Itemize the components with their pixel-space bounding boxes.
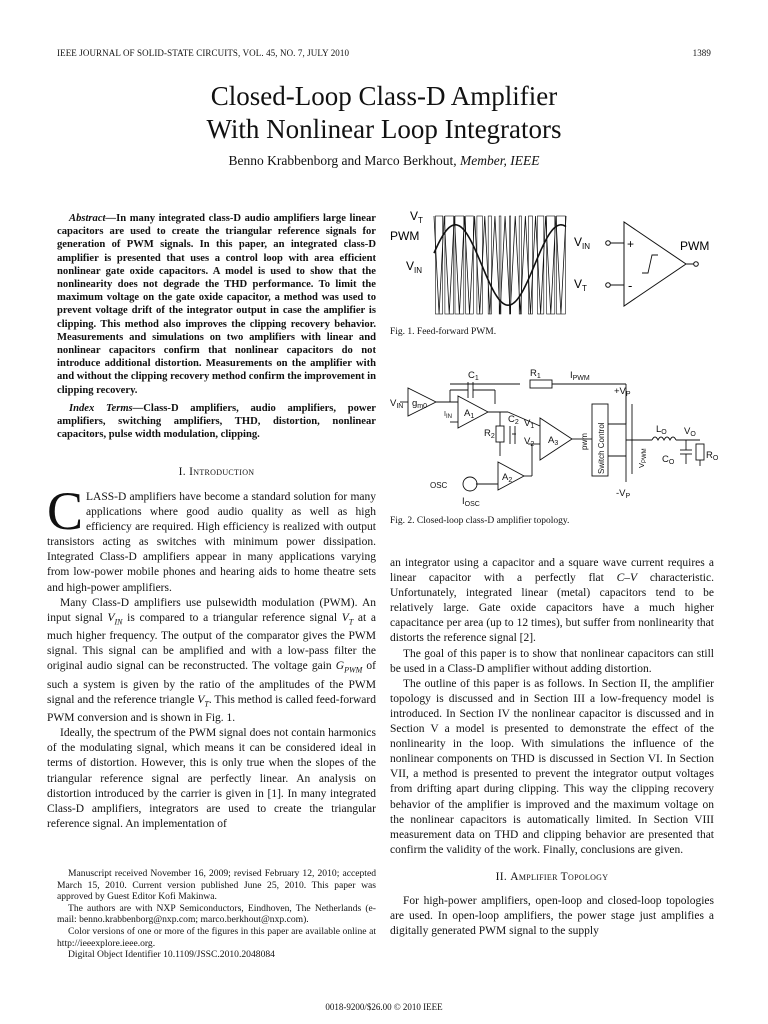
fig1-label-vin: $V_{IN}$ <box>406 259 423 275</box>
label-v2: $V_2$ <box>524 436 535 448</box>
figure-2-caption: Fig. 2. Closed-loop class-D amplifier topology. <box>390 516 570 526</box>
right-paragraph-1: an integrator using a capacitor and a square wave current requires a linear capacitor with a perfectly flat C–V characteristic. Unfortunately, integrated linear (metal) capacitors tend to be relatively large. Gate oxide capacitors have a much higher capacitance per area (up to 12 times), but suffer from nonlinearity that distorts the reference signal [2]. <box>390 557 714 645</box>
abstract-label: Abstract— <box>69 213 117 224</box>
label-co: $C_O$ <box>662 454 675 466</box>
author-names: Benno Krabbenborg and Marco Berkhout, <box>228 153 457 168</box>
label-r1: $R_1$ <box>530 368 541 380</box>
label-a3: $A_3$ <box>548 435 559 447</box>
paper-title <box>0 80 768 146</box>
index-terms <box>57 402 376 442</box>
figure-1-feed-forward-pwm <box>388 206 718 324</box>
comparator-symbol <box>624 222 686 306</box>
label-vin: $V_{IN}$ <box>390 398 404 410</box>
title-line-1: Closed-Loop Class-D Amplifier <box>210 81 558 111</box>
index-terms-text: Class-D amplifiers, audio amplifiers, power amplifiers, switching amplifiers, THD, distortion, nonlinear capacitors, pulse width modulation, clipping. <box>57 403 376 441</box>
introduction-body <box>47 481 376 832</box>
section-title: Introduction <box>189 466 255 478</box>
label-ipwm: $I_{PWM}$ <box>570 370 590 382</box>
section-heading-amplifier-topology: II. Amplifier Topology <box>495 870 609 883</box>
pwm-pulse <box>455 216 464 314</box>
page-number: 1389 <box>692 48 711 58</box>
hysteresis-icon <box>642 255 658 273</box>
label-iosc: $I_{OSC}$ <box>462 496 480 508</box>
label-iin: IIN <box>444 411 452 420</box>
label-ro: $R_O$ <box>706 450 719 462</box>
running-header: IEEE JOURNAL OF SOLID-STATE CIRCUITS, VOL. 45, NO. 7, JULY 2010 <box>57 48 350 58</box>
label-lo: $L_O$ <box>656 424 667 436</box>
comp-output-label: PWM <box>680 239 710 253</box>
label-v1: $V_1$ <box>524 418 535 430</box>
pwm-pulse <box>528 216 532 314</box>
footnote-color: Color versions of one or more of the figures in this paper are available online at http://ieeexplore.ieee.org. <box>57 925 376 949</box>
footnotes <box>57 868 376 961</box>
label-a2: $A_2$ <box>502 472 513 484</box>
comp-minus: - <box>628 278 633 293</box>
fig1-label-pwm: PWM <box>390 229 420 243</box>
footnote-doi: Digital Object Identifier 10.1109/JSSC.2010.2048084 <box>68 949 275 961</box>
right-paragraph-4: For high-power amplifiers, open-loop and closed-loop topologies are used. In open-loop amplifiers, the power stage just amplifies a digitally generated PWM signal to the supply <box>390 894 714 938</box>
label-gm0: $g_{m0}$ <box>412 398 428 410</box>
comp-vin-label: $V_{IN}$ <box>574 235 591 251</box>
label-pwm: pwm <box>580 433 589 450</box>
footnote-manuscript: Manuscript received November 16, 2009; revised February 12, 2010; accepted March 15, 2010. Current version published June 25, 2010. This paper was approved by Guest Editor Kofi Makinwa. <box>57 868 376 903</box>
intro-paragraph-2: Many Class-D amplifiers use pulsewidth modulation (PWM). An input signal $V_{IN}$ is compared to a triangular reference signal $V_T$ at a much higher frequency. The output of the comparator gives the PWM signal. This signal can be amplified and with a low-pass filter the original audio signal can be reconstructed. The voltage gain $G_{PWM}$ of such a system is given by the ratio of the amplitudes of the PWM signal and the reference triangle $V_T$. This method is called feed-forward PWM conversion and is shown in Fig. 1. <box>47 596 376 725</box>
label-vo: $V_O$ <box>684 426 696 438</box>
label-c2: $C_2$ <box>508 414 519 426</box>
label-a1: $A_1$ <box>464 408 475 420</box>
label-osc: OSC <box>430 481 448 490</box>
right-paragraph-2: The goal of this paper is to show that nonlinear capacitors can still be used in a Class-D amplifier without adding distortion. <box>390 647 714 675</box>
label-r2: $R_2$ <box>484 428 495 440</box>
section-number: I. <box>178 466 186 478</box>
footnote-affiliation: The authors are with NXP Semiconductors, Eindhoven, The Netherlands (e-mail: benno.krabbenborg@nxp.com; marco.berkhout@nxp.com). <box>57 902 376 926</box>
drop-cap: C <box>47 481 84 541</box>
label-switch-control: Switch Control <box>597 422 606 474</box>
index-terms-label: Index Terms— <box>69 403 144 414</box>
right-paragraph-3: The outline of this paper is as follows. In Section II, the amplifier topology is discussed and in Section III a low-frequency model is introduced. In Section IV the nonlinear capacitor is discussed and in Section V a model is presented to demonstrate the effect of the nonlinearity in the loop. With simulations the influence of the nonlinear components on THD is discussed in Section VI. In Section VII, a method is presented to prevent the integrator output voltages from drifting apart during clipping. This way the clipping recovery behavior of the amplifier is improved and the maximum voltage on the nonlinear capacitors is automatically limited. In Section VIII measurement data on THD and clipping behavior are presented that confirm the validity of the work. Finally, conclusions are given. <box>390 677 714 856</box>
fig1-label-vt: $V_T$ <box>410 209 423 225</box>
author-line <box>0 153 768 169</box>
figure-1-caption: Fig. 1. Feed-forward PWM. <box>390 327 497 337</box>
comp-vt-label: $V_T$ <box>574 277 587 293</box>
pwm-pulse <box>557 216 566 314</box>
comp-plus: + <box>627 237 635 251</box>
section-heading-introduction <box>57 466 376 478</box>
intro-paragraph-3: Ideally, the spectrum of the PWM signal does not contain harmonics of the modulating signal, which means it can be considered ideal in terms of distortion. However, this is only true when the slopes of the triangular reference signal are perfectly linear. An analysis on distortion introduced by the carrier is given in [1]. In many integrated Class-D amplifiers, integrators are used to create the triangular reference signal. An implementation of <box>47 727 376 830</box>
title-line-2: With Nonlinear Loop Integrators <box>206 114 562 144</box>
abstract-text: In many integrated class-D audio amplifiers large linear capacitors are used to create the triangular reference signals for generation of PWM signals. In this paper, an integrated class-D amplifier is presented that uses a control loop with area efficient nonlinear gate oxide capacitors. A model is used to show that the nonlinearity does not degrade the THD performance. To limit the maximum voltage on the gate oxide capacitor, a method was used to prevent voltage drift of the integrator output in case the amplifier is clipping. This method also improves the clipping recovery behavior. Measurements and simulations on two amplifiers with linear and nonlinear capacitors confirm that nonlinear capacitors do not introduce additional distortion. Measurements on the amplifier with and without the clipping recovery method confirm the improvement in clipping recovery. <box>57 213 376 396</box>
label-vp-neg: $-V_P$ <box>616 488 631 500</box>
right-column-body <box>390 556 714 939</box>
page-footer: 0018-9200/$26.00 © 2010 IEEE <box>325 1002 443 1012</box>
intro-paragraph-1: CLASS-D amplifiers have become a standard solution for many applications where good audio quality as well as high efficiency are required. High efficiency is realized with output transistors acting as switches with minimum power dissipation. Integrated Class-D amplifiers appear in many applications varying from low-power mobile phones and hearing aids to home theatre sets and high-power amplifiers. <box>47 481 376 594</box>
label-vp-pos: $+V_P$ <box>614 386 631 398</box>
label-c1: $C_1$ <box>468 370 479 382</box>
author-membership: Member, IEEE <box>459 153 540 168</box>
figure-2-closed-loop-topology <box>390 364 720 510</box>
abstract <box>57 212 376 397</box>
label-vpwm: $V_{PWM}$ <box>637 448 648 468</box>
